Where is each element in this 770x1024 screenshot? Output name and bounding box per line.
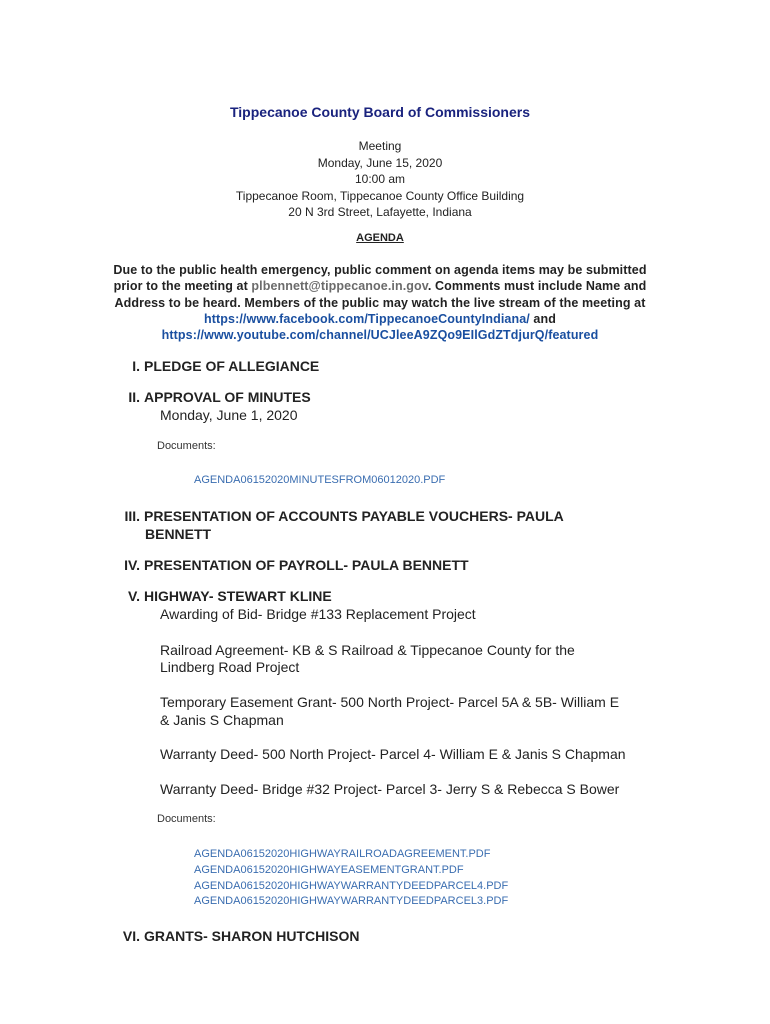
- meeting-room: Tippecanoe Room, Tippecanoe County Office Building: [235, 188, 525, 203]
- minutes-date: Monday, June 1, 2020: [160, 407, 298, 423]
- section-number: II.: [128, 389, 140, 405]
- highway-item: Railroad Agreement- KB & S Railroad & Tippecanoe County for the: [160, 642, 575, 658]
- section-title: PRESENTATION OF PAYROLL- PAULA BENNETT: [144, 557, 469, 573]
- meeting-type: Meeting: [358, 139, 402, 153]
- notice-text-1: Due to the public health emergency, public comment on agenda items may be submitted prior to the meeting at: [113, 263, 647, 294]
- highway-item: Awarding of Bid- Bridge #133 Replacement Project: [160, 606, 476, 622]
- document-link[interactable]: AGENDA06152020HIGHWAYRAILROADAGREEMENT.PDF: [194, 848, 491, 860]
- meeting-address: 20 N 3rd Street, Lafayette, Indiana: [288, 205, 472, 219]
- section-grants: [110, 927, 359, 945]
- section-number: VI.: [122, 928, 140, 944]
- section-title: HIGHWAY- STEWART KLINE: [144, 588, 332, 604]
- document-link[interactable]: AGENDA06152020MINUTESFROM06012020.PDF: [194, 474, 446, 486]
- section-pledge: [110, 357, 319, 375]
- section-title: GRANTS- SHARON HUTCHISON: [144, 928, 360, 944]
- section-title-continued: BENNETT: [145, 526, 212, 542]
- highway-item: Warranty Deed- 500 North Project- Parcel 4- William E & Janis S Chapman: [160, 746, 626, 762]
- section-highway: [110, 587, 332, 605]
- section-title: PLEDGE OF ALLEGIANCE: [144, 358, 320, 374]
- youtube-link[interactable]: https://www.youtube.com/channel/UCJleeA9ZQo9EIlGdZTdjurQ/featured: [161, 328, 599, 343]
- section-minutes: [110, 388, 311, 406]
- section-accounts-payable: [110, 507, 564, 525]
- notice-text-2: . Comments must include Name and Address to be heard. Members of the public may watch the live stream of the meeting at: [114, 279, 647, 310]
- highway-item: Warranty Deed- Bridge #32 Project- Parcel 3- Jerry S & Rebecca S Bower: [160, 781, 620, 797]
- document-link[interactable]: AGENDA06152020HIGHWAYWARRANTYDEEDPARCEL3.PDF: [194, 895, 509, 907]
- section-number: V.: [128, 588, 140, 604]
- public-comment-notice: [100, 262, 660, 343]
- section-title: APPROVAL OF MINUTES: [144, 389, 311, 405]
- meeting-time: 10:00 am: [354, 172, 406, 186]
- meeting-info: [0, 138, 760, 221]
- notice-text-3: and: [529, 311, 556, 326]
- highway-item-continued: Lindberg Road Project: [160, 659, 300, 675]
- highway-item: Temporary Easement Grant- 500 North Project- Parcel 5A & 5B- William E: [160, 694, 620, 710]
- section-number: III.: [124, 508, 140, 524]
- documents-label: Documents:: [157, 440, 216, 452]
- email-link[interactable]: plbennett@tippecanoe.in.gov: [251, 279, 428, 294]
- document-link[interactable]: AGENDA06152020HIGHWAYEASEMENTGRANT.PDF: [194, 864, 464, 876]
- document-link[interactable]: AGENDA06152020HIGHWAYWARRANTYDEEDPARCEL4.PDF: [194, 880, 509, 892]
- meeting-date: Monday, June 15, 2020: [317, 155, 443, 170]
- section-number: IV.: [124, 557, 140, 573]
- page-title: Tippecanoe County Board of Commissioners: [229, 104, 530, 120]
- section-title: PRESENTATION OF ACCOUNTS PAYABLE VOUCHERS- PAULA: [144, 508, 564, 524]
- highway-item-continued: & Janis S Chapman: [160, 712, 284, 728]
- facebook-link[interactable]: https://www.facebook.com/TippecanoeCountyIndiana/: [204, 311, 530, 326]
- section-payroll: [110, 556, 469, 574]
- section-number: I.: [132, 358, 140, 374]
- agenda-heading: AGENDA: [356, 232, 404, 244]
- documents-label: Documents:: [157, 813, 216, 825]
